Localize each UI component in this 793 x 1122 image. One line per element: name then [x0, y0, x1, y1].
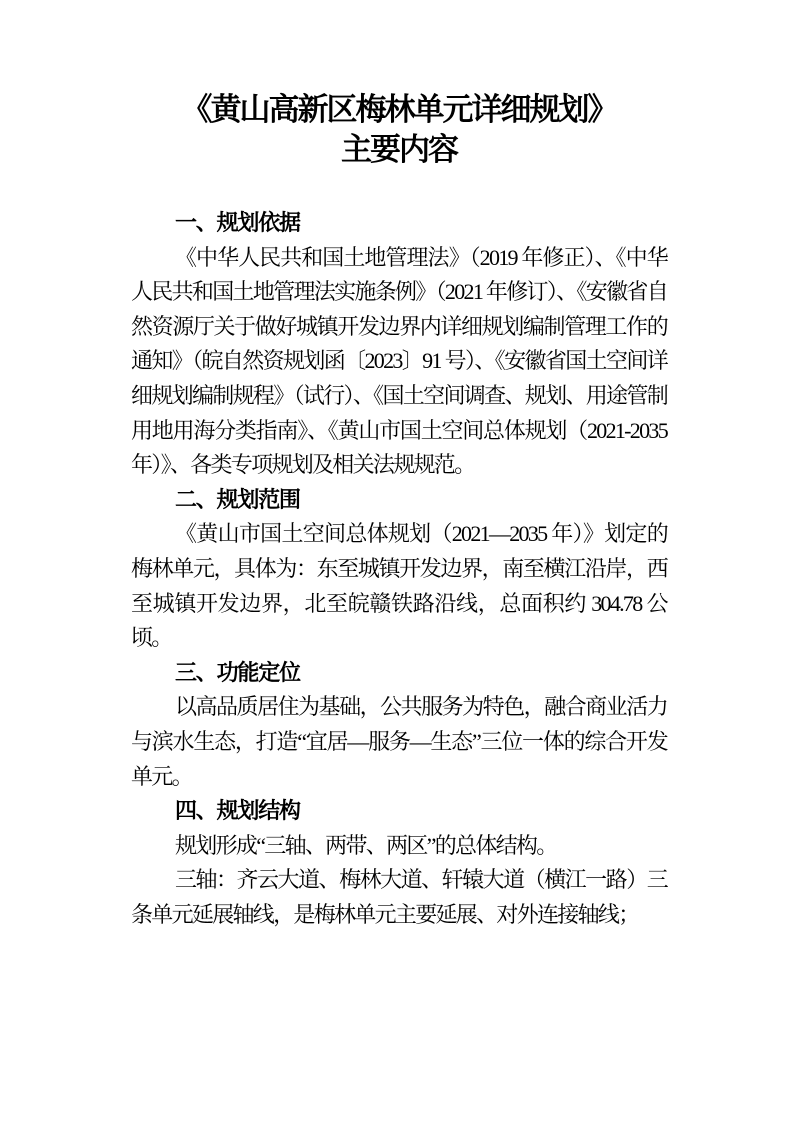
section-heading-functional-positioning: 三、功能定位 — [175, 659, 300, 685]
section-heading-planning-scope: 二、规划范围 — [175, 486, 300, 512]
paragraph-planning-structure-three-axes: 三轴：齐云大道、梅林大道、轩辕大道（横江一路）三条单元延展轴线，是梅林单元主要延展、对外连接轴线； — [131, 867, 667, 927]
document-title — [131, 90, 667, 170]
paragraph-planning-scope: 《黄山市国土空间总体规划（2021—2035 年）》划定的梅林单元，具体为：东至城镇开发边界，南至横江沿岸，西至城镇开发边界，北至皖赣铁路沿线，总面积约 304.78 公顷。 — [131, 521, 667, 651]
paragraph-planning-structure-overview: 规划形成“三轴、两带、两区”的总体结构。 — [175, 832, 557, 858]
section-heading-planning-structure: 四、规划结构 — [175, 798, 300, 824]
paragraph-functional-positioning: 以高品质居住为基础，公共服务为特色，融合商业活力与滨水生态，打造“宜居—服务—生态”三位一体的综合开发单元。 — [131, 694, 667, 789]
section-heading-planning-basis: 一、规划依据 — [175, 210, 300, 235]
title-line-2: 主要内容 — [341, 132, 457, 167]
document-body — [131, 206, 667, 932]
paragraph-planning-basis: 《中华人民共和国土地管理法》（2019 年修正）、《中华人民共和国土地管理法实施条例》（2021 年修订）、《安徽省自然资源厅关于做好城镇开发边界内详细规划编制管理工作的通知》（皖自然资规划函〔2023〕91 号）、《安徽省国土空间详细规划编制规程》（试行）、《国土空间调查、规划、用途管制用地用海分类指南》、《黄山市国土空间总体规划（2021-2035 年）》、各类专项规划及相关法规规范。 — [131, 244, 667, 478]
title-line-1: 《黄山高新区梅林单元详细规划》 — [181, 92, 617, 127]
